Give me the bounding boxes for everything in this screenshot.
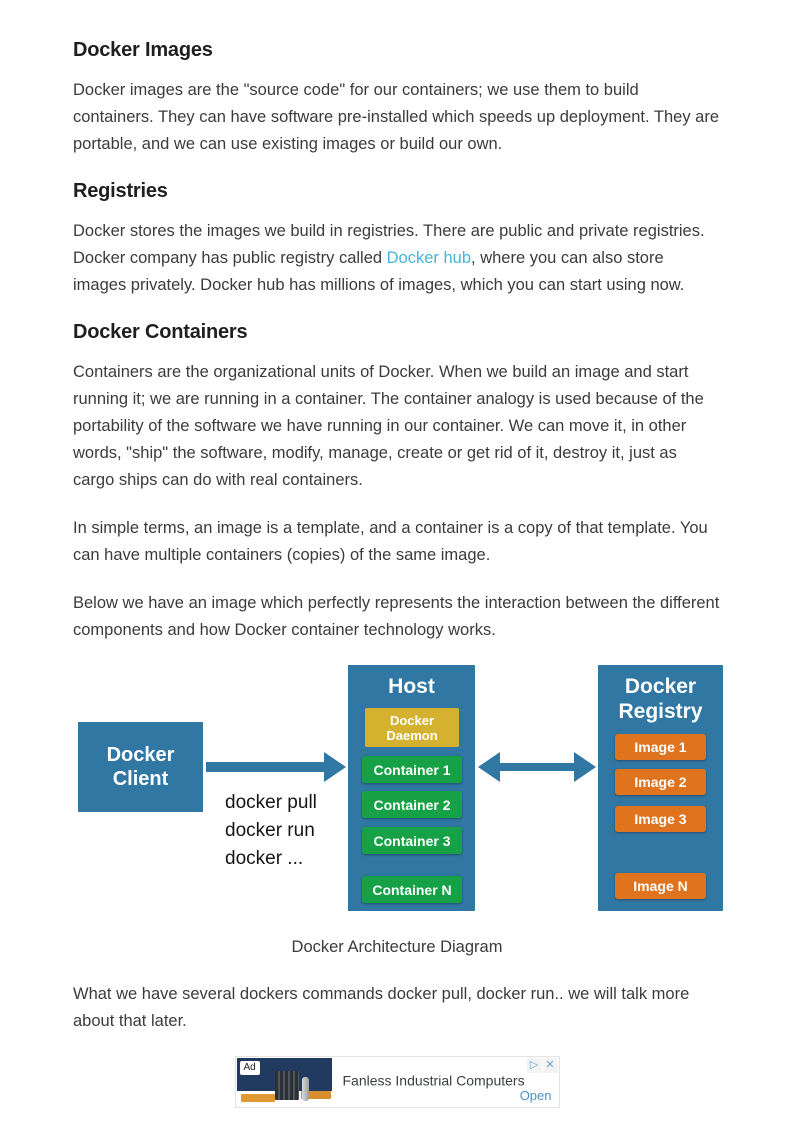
container-chip: Container 2	[362, 791, 462, 818]
ad-image	[237, 1058, 332, 1106]
ad-open-link[interactable]: Open	[519, 1088, 552, 1103]
command-line: docker pull	[225, 792, 317, 813]
ad-title[interactable]: Fanless Industrial Computers	[342, 1072, 525, 1089]
ad-product-shape	[275, 1071, 299, 1100]
ad-badge: Ad	[240, 1061, 260, 1075]
diagram-caption: Docker Architecture Diagram	[291, 938, 503, 956]
image-chip: Image 1	[615, 734, 706, 760]
heading-registries: Registries	[73, 180, 168, 202]
command-line: docker ...	[225, 848, 304, 869]
host-registry-double-arrow-icon	[478, 750, 596, 784]
ad-product-shape	[241, 1094, 275, 1102]
paragraph-simple-terms: In simple terms, an image is a template, and a container is a copy of that template. You can have multiple containers (copies) of the same image.	[73, 519, 708, 564]
host-title: Host	[388, 675, 435, 698]
container-chip: Container N	[362, 876, 462, 903]
container-chip: Container 1	[362, 756, 462, 783]
ad-banner[interactable]	[235, 1056, 560, 1108]
ad-product-shape	[302, 1077, 309, 1101]
registry-title: Docker Registry	[618, 675, 703, 723]
docker-daemon-box	[365, 708, 459, 747]
image-chip: Image 2	[615, 769, 706, 795]
docker-client-label: Docker Client	[106, 744, 175, 790]
paragraph-commands-note: What we have several dockers commands docker pull, docker run.. we will talk more about that later.	[73, 985, 690, 1030]
docker-client-box	[78, 722, 203, 812]
docker-hub-link[interactable]: Docker hub	[386, 249, 472, 267]
command-line: docker run	[225, 820, 315, 841]
client-to-host-arrow-icon	[206, 750, 346, 784]
ad-close-icon[interactable]: ✕	[543, 1058, 558, 1073]
host-column	[348, 665, 475, 911]
docker-architecture-diagram	[73, 665, 725, 911]
registry-column	[598, 665, 723, 911]
container-chip: Container 3	[362, 827, 462, 854]
paragraph-docker-containers: Containers are the organizational units of Docker. When we build an image and start running it; we are running in a container. The container analogy is used because of the portability of the software we have running in our container. We can move it, in other words, "ship" the software, modify, manage, create or get rid of it, destroy it, just as cargo ships can do with real containers.	[73, 363, 704, 489]
adchoices-icon[interactable]: ▷	[527, 1058, 542, 1073]
paragraph-registries	[73, 218, 721, 299]
heading-docker-images: Docker Images	[73, 39, 213, 61]
paragraph-docker-images: Docker images are the "source code" for our containers; we use them to build containers. They can have software pre-installed which speeds up deployment. They are portable, and we can use existing images or build our own.	[73, 81, 720, 153]
registries-text-before-link: Docker stores the images we build in registries. There are public and private registries. Docker company has public registry called	[73, 222, 705, 267]
heading-docker-containers: Docker Containers	[73, 321, 248, 343]
image-chip: Image N	[615, 873, 706, 899]
registries-text-after-link: , where you can also store images privately. Docker hub has millions of images, which you can start using now.	[73, 249, 685, 294]
docker-commands-annotation	[225, 789, 317, 873]
ad-controls	[526, 1058, 558, 1073]
docker-daemon-label: Docker Daemon	[386, 712, 438, 743]
paragraph-below-image: Below we have an image which perfectly represents the interaction between the different components and how Docker container technology works.	[73, 594, 720, 639]
image-chip: Image 3	[615, 806, 706, 832]
